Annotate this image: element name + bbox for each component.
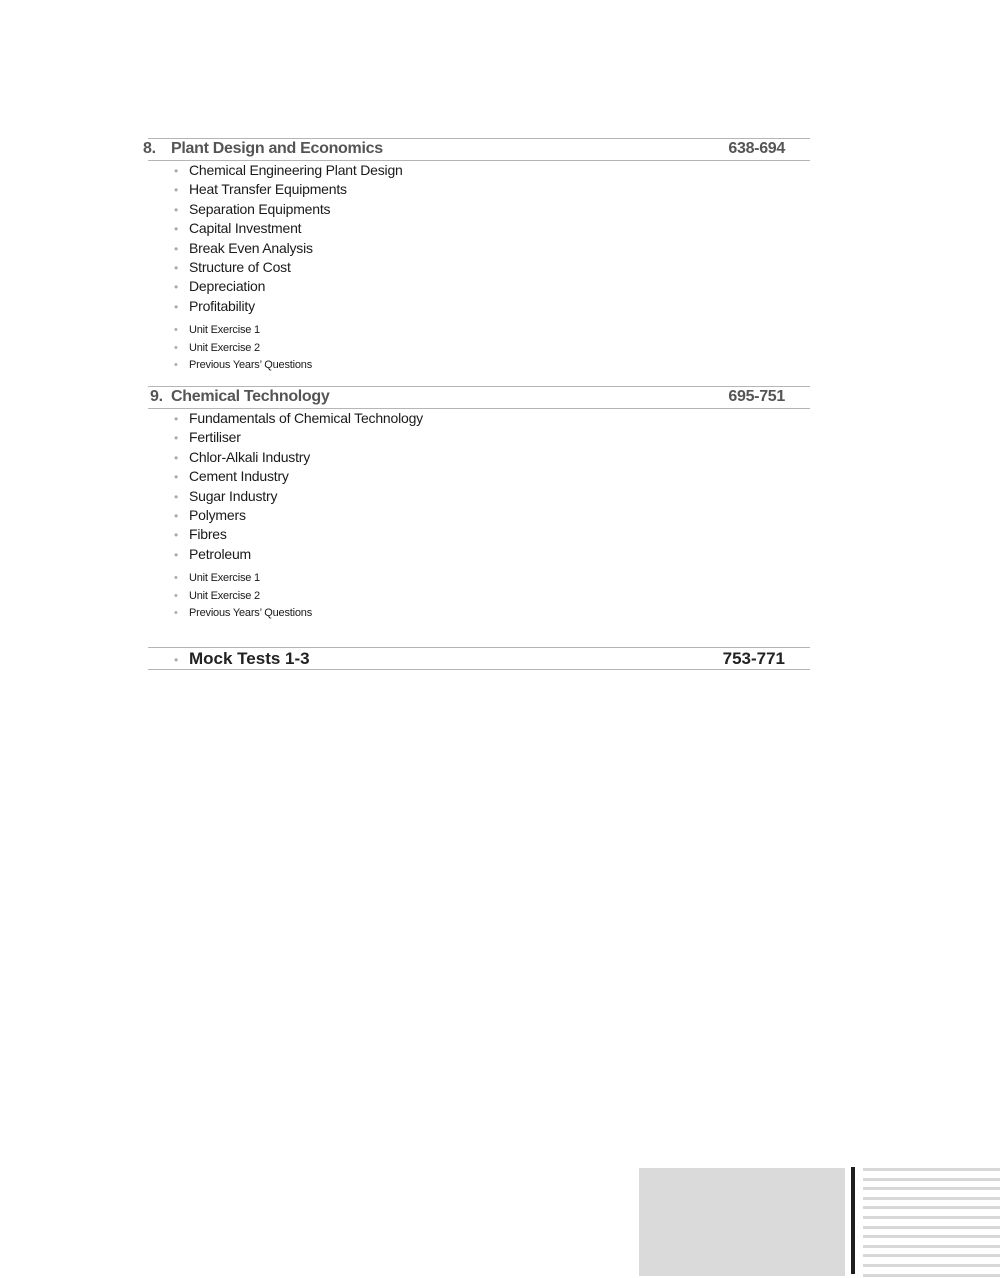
exercise-item[interactable] [174,324,260,336]
exercise-item[interactable] [174,590,260,602]
topic-label: Sugar Industry [189,487,278,504]
topic-item[interactable] [174,162,403,178]
footer-stripe [863,1235,1000,1238]
bullet-icon: • [174,431,179,446]
topic-item[interactable] [174,507,246,523]
bullet-icon: • [174,653,179,667]
bullet-icon: • [174,412,179,426]
topic-label: Fundamentals of Chemical Technology [189,410,423,426]
footer-stripe [863,1264,1000,1267]
bullet-icon: • [174,607,178,620]
topic-label: Fertiliser [189,429,241,446]
footer-stripe [863,1178,1000,1181]
footer-stripe [863,1187,1000,1190]
chapter-top-rule [148,386,810,387]
bullet-icon: • [174,299,179,314]
bullet-icon: • [174,509,179,523]
topic-item[interactable] [174,298,255,314]
footer-stripe [863,1226,1000,1229]
footer-stripe [863,1274,1000,1277]
footer-stripe [863,1168,1000,1171]
topic-label: Capital Investment [189,220,302,237]
chapter-heading[interactable] [150,388,785,410]
chapter-title: Plant Design and Economics [171,140,383,157]
mock-bottom-rule [148,669,810,670]
bullet-icon: • [174,261,179,275]
exercise-item[interactable] [174,607,312,619]
topic-label: Depreciation [189,278,266,295]
chapter-pages: 638-694 [728,140,785,157]
mock-tests-pages: 753-771 [722,649,785,668]
bullet-icon: • [174,183,179,198]
bullet-icon: • [174,450,179,465]
bullet-icon: • [174,547,179,562]
topic-label: Fibres [189,526,227,543]
chapter-number: 8. [143,140,156,157]
topic-label: Petroleum [189,545,252,562]
topic-item[interactable] [174,240,313,256]
bullet-icon: • [174,528,179,543]
exercise-label: Previous Years’ Questions [189,359,312,372]
topic-label: Chemical Engineering Plant Design [189,162,403,178]
topic-item[interactable] [174,429,241,445]
bullet-icon: • [174,280,179,295]
chapter-top-rule [148,138,810,139]
bullet-icon: • [174,489,179,504]
footer-stripe [863,1245,1000,1248]
chapter-heading[interactable] [143,140,785,162]
footer-stripe [863,1216,1000,1219]
topic-item[interactable] [174,259,291,275]
exercise-label: Previous Years’ Questions [189,607,312,620]
bullet-icon: • [174,572,178,584]
topic-item[interactable] [174,278,265,294]
bullet-icon: • [174,222,179,237]
bullet-icon: • [174,470,179,485]
topic-label: Cement Industry [189,468,289,485]
topic-label: Profitability [189,297,255,314]
topic-item[interactable] [174,220,301,236]
chapter-title: Chemical Technology [171,388,330,405]
exercise-label: Unit Exercise 1 [189,324,260,336]
bullet-icon: • [174,359,178,372]
footer-gray-block [639,1168,845,1276]
topic-label: Separation Equipments [189,200,331,217]
topic-item[interactable] [174,410,423,426]
topic-item[interactable] [174,526,227,542]
bullet-icon: • [174,589,178,602]
exercise-label: Unit Exercise 1 [189,572,260,584]
topic-item[interactable] [174,468,289,484]
exercise-item[interactable] [174,342,260,354]
topic-item[interactable] [174,201,330,217]
bullet-icon: • [174,164,179,178]
exercise-label: Unit Exercise 2 [189,341,260,354]
topic-item[interactable] [174,488,277,504]
chapter-pages: 695-751 [728,388,785,405]
chapter-number: 9. [150,388,163,405]
footer-divider-bar [851,1167,855,1274]
topic-label: Chlor-Alkali Industry [189,448,311,465]
footer-stripe [863,1254,1000,1257]
footer-stripe [863,1206,1000,1209]
exercise-label: Unit Exercise 2 [189,589,260,602]
bullet-icon: • [174,241,179,256]
topic-label: Polymers [189,507,246,523]
topic-label: Heat Transfer Equipments [189,181,347,198]
topic-label: Structure of Cost [189,259,291,275]
topic-item[interactable] [174,449,310,465]
mock-top-rule [148,647,810,648]
bullet-icon: • [174,341,178,354]
mock-tests-entry[interactable] [174,649,785,669]
topic-label: Break Even Analysis [189,239,313,256]
footer-stripe [863,1197,1000,1200]
bullet-icon: • [174,324,178,336]
topic-item[interactable] [174,181,347,197]
exercise-item[interactable] [174,572,260,584]
bullet-icon: • [174,202,179,217]
mock-tests-title: Mock Tests 1-3 [189,649,310,668]
topic-item[interactable] [174,546,251,562]
exercise-item[interactable] [174,359,312,371]
